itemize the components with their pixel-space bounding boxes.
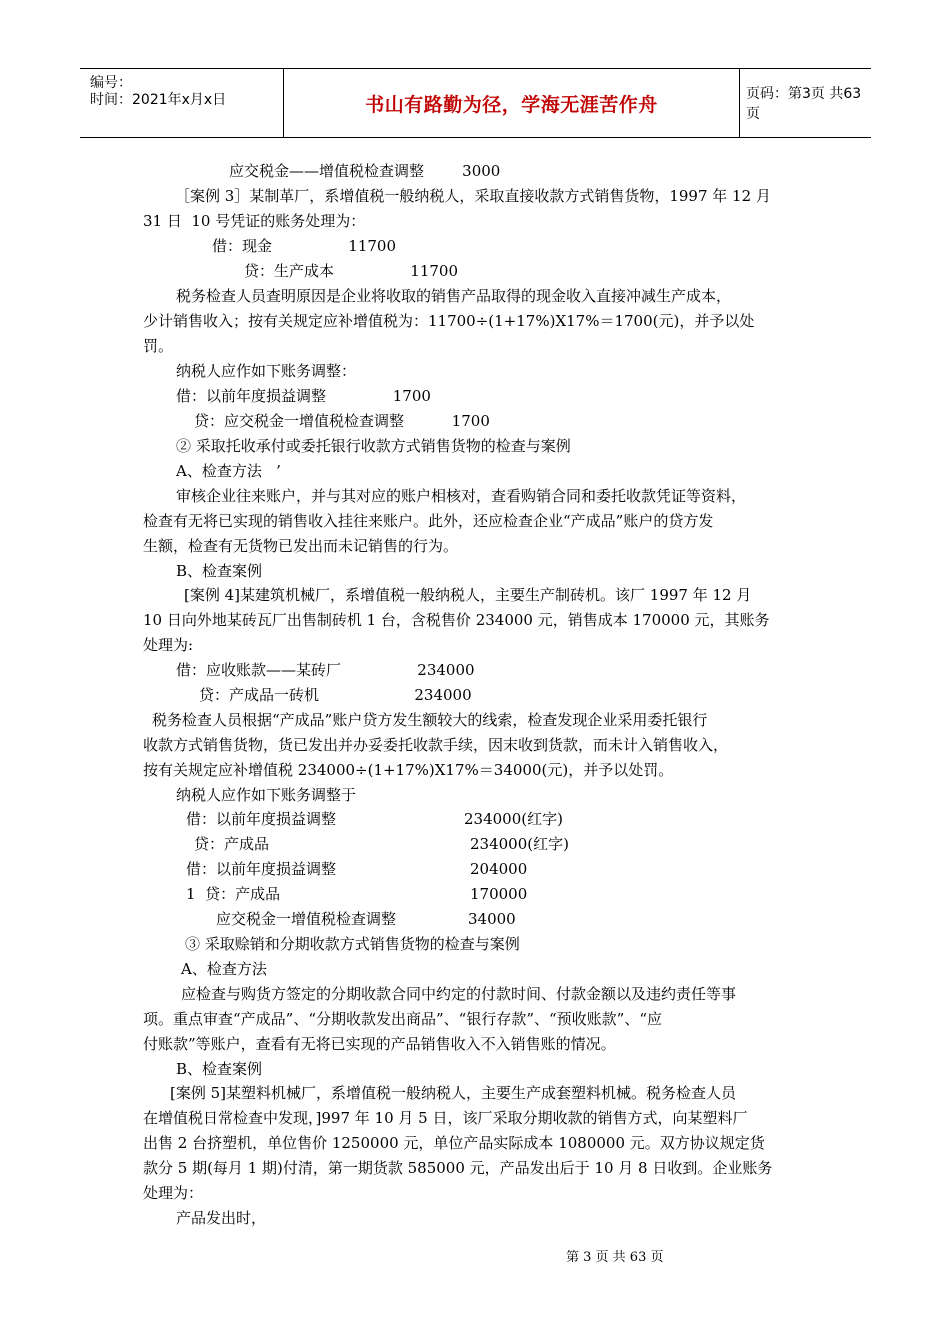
text-line: 31 日 10 号凭证的账务处理为： [143,212,366,230]
text-line: 贷：产成品一砖机 234000 [199,686,472,704]
text-line: 按有关规定应补增值税 234000÷(1+17%)X17%＝34000(元)，并予以处罚。 [143,761,674,779]
text-line: 少计销售收入；按有关规定应补增值税为：11700÷(1+17%)X17%＝1700(元)，并予以处 [143,312,755,330]
text-line: B、检查案例 [176,1060,263,1078]
text-line: 贷：应交税金一增值税检查调整 1700 [194,412,490,430]
text-line: 收款方式销售货物，货已发出并办妥委托收款手续，因末收到货款，而未计入销售收入， [143,736,729,754]
text-line: 款分 5 期(每月 1 期)付清，第一期货款 585000 元，产品发出后于 10 月 8 日收到。企业账务 [143,1159,773,1177]
text-line: 借：现金 11700 [212,237,397,255]
motto-text: 书山有路勤为径，学海无涯苦作舟 [365,93,658,116]
header-page-info [739,69,871,137]
text-line: 产品发出时， [176,1209,267,1227]
text-line: A、检查方法 ’ [176,462,281,480]
document-date-label: 时间：2021年x月x日 [90,92,227,108]
ledger-amount: 170000 [470,885,528,903]
text-line: [案例 5]某塑料机械厂，系增值税一般纳税人，主要生产成套塑料机械。税务检查人员 [170,1084,737,1102]
text-line: 罚。 [143,337,174,355]
page-header [80,68,871,138]
ledger-account: 借：以前年度损益调整 [186,860,337,878]
ledger-amount: 204000 [470,860,528,878]
text-line: 在增值税日常检查中发现，]997 年 10 月 5 日，该厂采取分期收款的销售方式，向某塑料厂 [143,1109,748,1127]
text-line: 项。重点审查“产成品”、“分期收款发出商品”、“银行存款”、“预收账款”、“应 [143,1010,663,1028]
ledger-account: 借：以前年度损益调整 [186,810,337,828]
text-line: 借：以前年度损益调整 1700 [176,387,431,405]
text-line: ② 采取托收承付或委托银行收款方式销售货物的检查与案例 [176,437,571,455]
ledger-account: 贷：产成品 [194,835,270,853]
text-line: ③ 采取赊销和分期收款方式销售货物的检查与案例 [185,935,520,953]
ledger-account: 应交税金一增值税检查调整 [216,910,397,928]
text-line: 付账款”等账户，查看有无将已实现的产品销售收入不入销售账的情况。 [143,1035,616,1053]
text-line: 处理为: [143,636,194,654]
ledger-amount: 234000(红字) [470,835,569,853]
text-line: 纳税人应作如下账务调整： [176,362,357,380]
text-line: 税务检查人员根据“产成品”账户贷方发生额较大的线索，检查发现企业采用委托银行 [152,711,708,729]
text-line: A、检查方法 [181,960,267,978]
page-info-text: 页码：第3页 共63页 [746,86,862,122]
text-line: B、检查案例 [176,562,263,580]
text-line: 出售 2 台挤塑机，单位售价 1250000 元，单位产品实际成本 1080000 元。双方协议规定货 [143,1134,765,1152]
ledger-amount: 34000 [468,910,516,928]
document-number-label: 编号： [90,75,132,91]
page-footer: 第 3 页 共 63 页 [566,1250,664,1265]
text-line: 处理为： [143,1184,204,1202]
text-line: 税务检查人员查明原因是企业将收取的销售产品取得的现金收入直接冲减生产成本， [176,287,732,305]
text-line: 审核企业往来账户，并与其对应的账户相核对，查看购销合同和委托收款凭证等资料， [176,487,747,505]
text-line: 应检查与购货方签定的分期收款合同中约定的付款时间、付款金额以及违约责任等事 [181,985,737,1003]
header-motto-cell [283,69,740,137]
text-line: 生额，检查有无货物已发出而未记销售的行为。 [143,537,459,555]
text-line: [案例 4]某建筑机械厂，系增值税一般纳税人，主要生产制砖机。该厂 1997 年 12 月 [184,586,752,604]
text-line: 贷：生产成本 11700 [244,262,459,280]
text-line: ［案例 3］某制革厂，系增值税一般纳税人，采取直接收款方式销售货物，1997 年 12 月 [175,187,771,205]
text-line: 应交税金——增值税检查调整 3000 [229,162,501,180]
text-line: 纳税人应作如下账务调整于 [176,786,357,804]
ledger-amount: 234000(红字) [464,810,563,828]
text-line: 借：应收账款——某砖厂 234000 [176,661,475,679]
header-meta [80,69,283,137]
text-line: 10 日向外地某砖瓦厂出售制砖机 1 台，含税售价 234000 元，销售成本 170000 元，其账务 [143,611,770,629]
text-line: 检查有无将已实现的销售收入挂往来账户。此外，还应检查企业“产成品”账户的贷方发 [143,512,714,530]
ledger-account: 1 贷：产成品 [186,885,281,903]
